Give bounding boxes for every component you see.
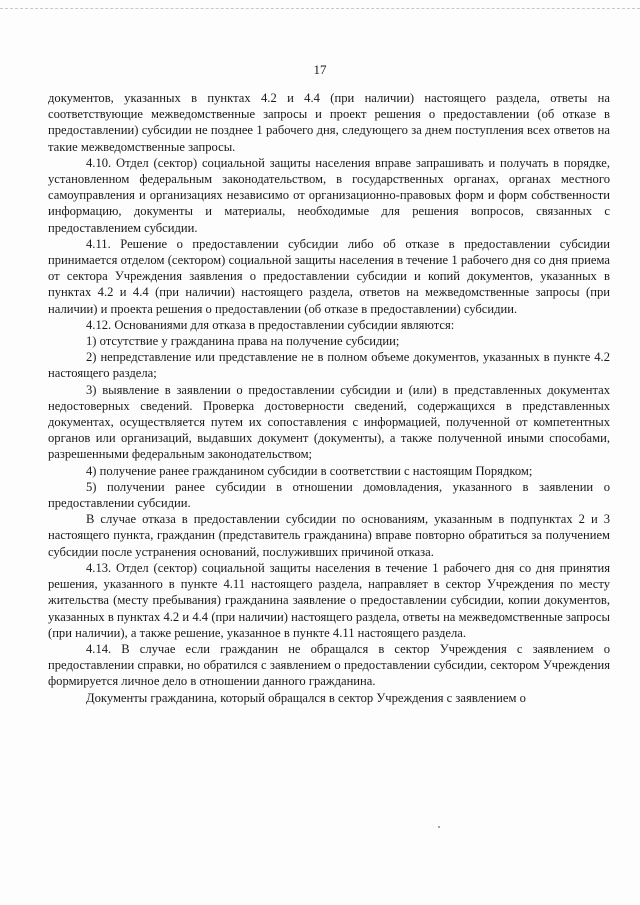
list-item-3: 3) выявление в заявлении о предоставлении субсидии и (или) в представленных документах недостоверных сведений. Проверка достоверности сведений, содержащихся в представленных документах, осуществляется путем их сопоставления с информацией, полученной от компетентных органов или организаций, выдавших документ (документы), а также полученной иными способами, разрешенными федеральным законодательством; <box>48 382 610 462</box>
paragraph-4-14: 4.14. В случае если гражданин не обращался в сектор Учреждения с заявлением о предоставлении справки, но обратился с заявлением о предоставлении субсидии, сектором Учреждения формируется личное дело в отношении данного гражданина. <box>48 641 610 689</box>
list-item-5: 5) получении ранее субсидии в отношении домовладения, указанного в заявлении о предоставлении субсидии. <box>48 479 610 511</box>
paragraph-4-13: 4.13. Отдел (сектор) социальной защиты населения в течение 1 рабочего дня со дня принятия решения, указанного в пункте 4.11 настоящего раздела, направляет в сектор Учреждения по месту жительства (месту пребывания) гражданина заявление о предоставлении субсидии, копии документов, указанных в пунктах 4.2 и 4.4 (при наличии) настоящего раздела, ответы на межведомственные запросы (при наличии), а также решение, указанное в пункте 4.11 настоящего раздела. <box>48 560 610 640</box>
paragraph-refusal-note: В случае отказа в предоставлении субсидии по основаниям, указанным в подпунктах 2 и 3 настоящего пункта, гражданин (представитель гражданина) вправе повторно обратиться за получением субсидии после устранения оснований, послуживших причиной отказа. <box>48 512 610 559</box>
document-body <box>48 90 610 706</box>
scan-speck <box>438 826 440 828</box>
scan-edge-divider <box>0 8 640 9</box>
list-item-1: 1) отсутствие у гражданина права на получение субсидии; <box>86 334 400 349</box>
list-item-2: 2) непредставление или представление не в полном объеме документов, указанных в пункте 4.2 настоящего раздела; <box>48 350 610 381</box>
page-number: 17 <box>313 62 327 77</box>
paragraph-continuation: документов, указанных в пунктах 4.2 и 4.4 (при наличии) настоящего раздела, ответы на соответствующие межведомственные запросы и проект решения о предоставлении (об отказе в предоставлении) субсидии не позднее 1 рабочего дня, следующего за днем поступления всех ответов на такие межведомственные запросы. <box>48 91 610 154</box>
list-item-4: 4) получение ранее гражданином субсидии в соответствии с настоящим Порядком; <box>86 463 533 478</box>
paragraph-4-11: 4.11. Решение о предоставлении субсидии либо об отказе в предоставлении субсидии принимается отделом (сектором) социальной защиты населения в течение 1 рабочего дня со дня приема от сектора Учреждения заявления о предоставлении субсидии и копий документов, указанных в пунктах 4.2 и 4.4 (при наличии) настоящего раздела, ответов на межведомственные запросы (при наличии) и проекта решения о предоставлении (об отказе в предоставлении) субсидии. <box>48 236 610 316</box>
paragraph-4-10: 4.10. Отдел (сектор) социальной защиты населения вправе запрашивать и получать в порядке, установленном федеральным законодательством, в государственных органах, органах местного самоуправления и организациях независимо от организационно-правовых форм и форм собственности информацию, документы и материалы, необходимые для решения вопросов, связанных с предоставлением субсидии. <box>48 155 610 235</box>
paragraph-documents: Документы гражданина, который обращался в сектор Учреждения с заявлением о <box>86 690 526 705</box>
paragraph-4-12: 4.12. Основаниями для отказа в предоставлении субсидии являются: <box>86 317 455 332</box>
